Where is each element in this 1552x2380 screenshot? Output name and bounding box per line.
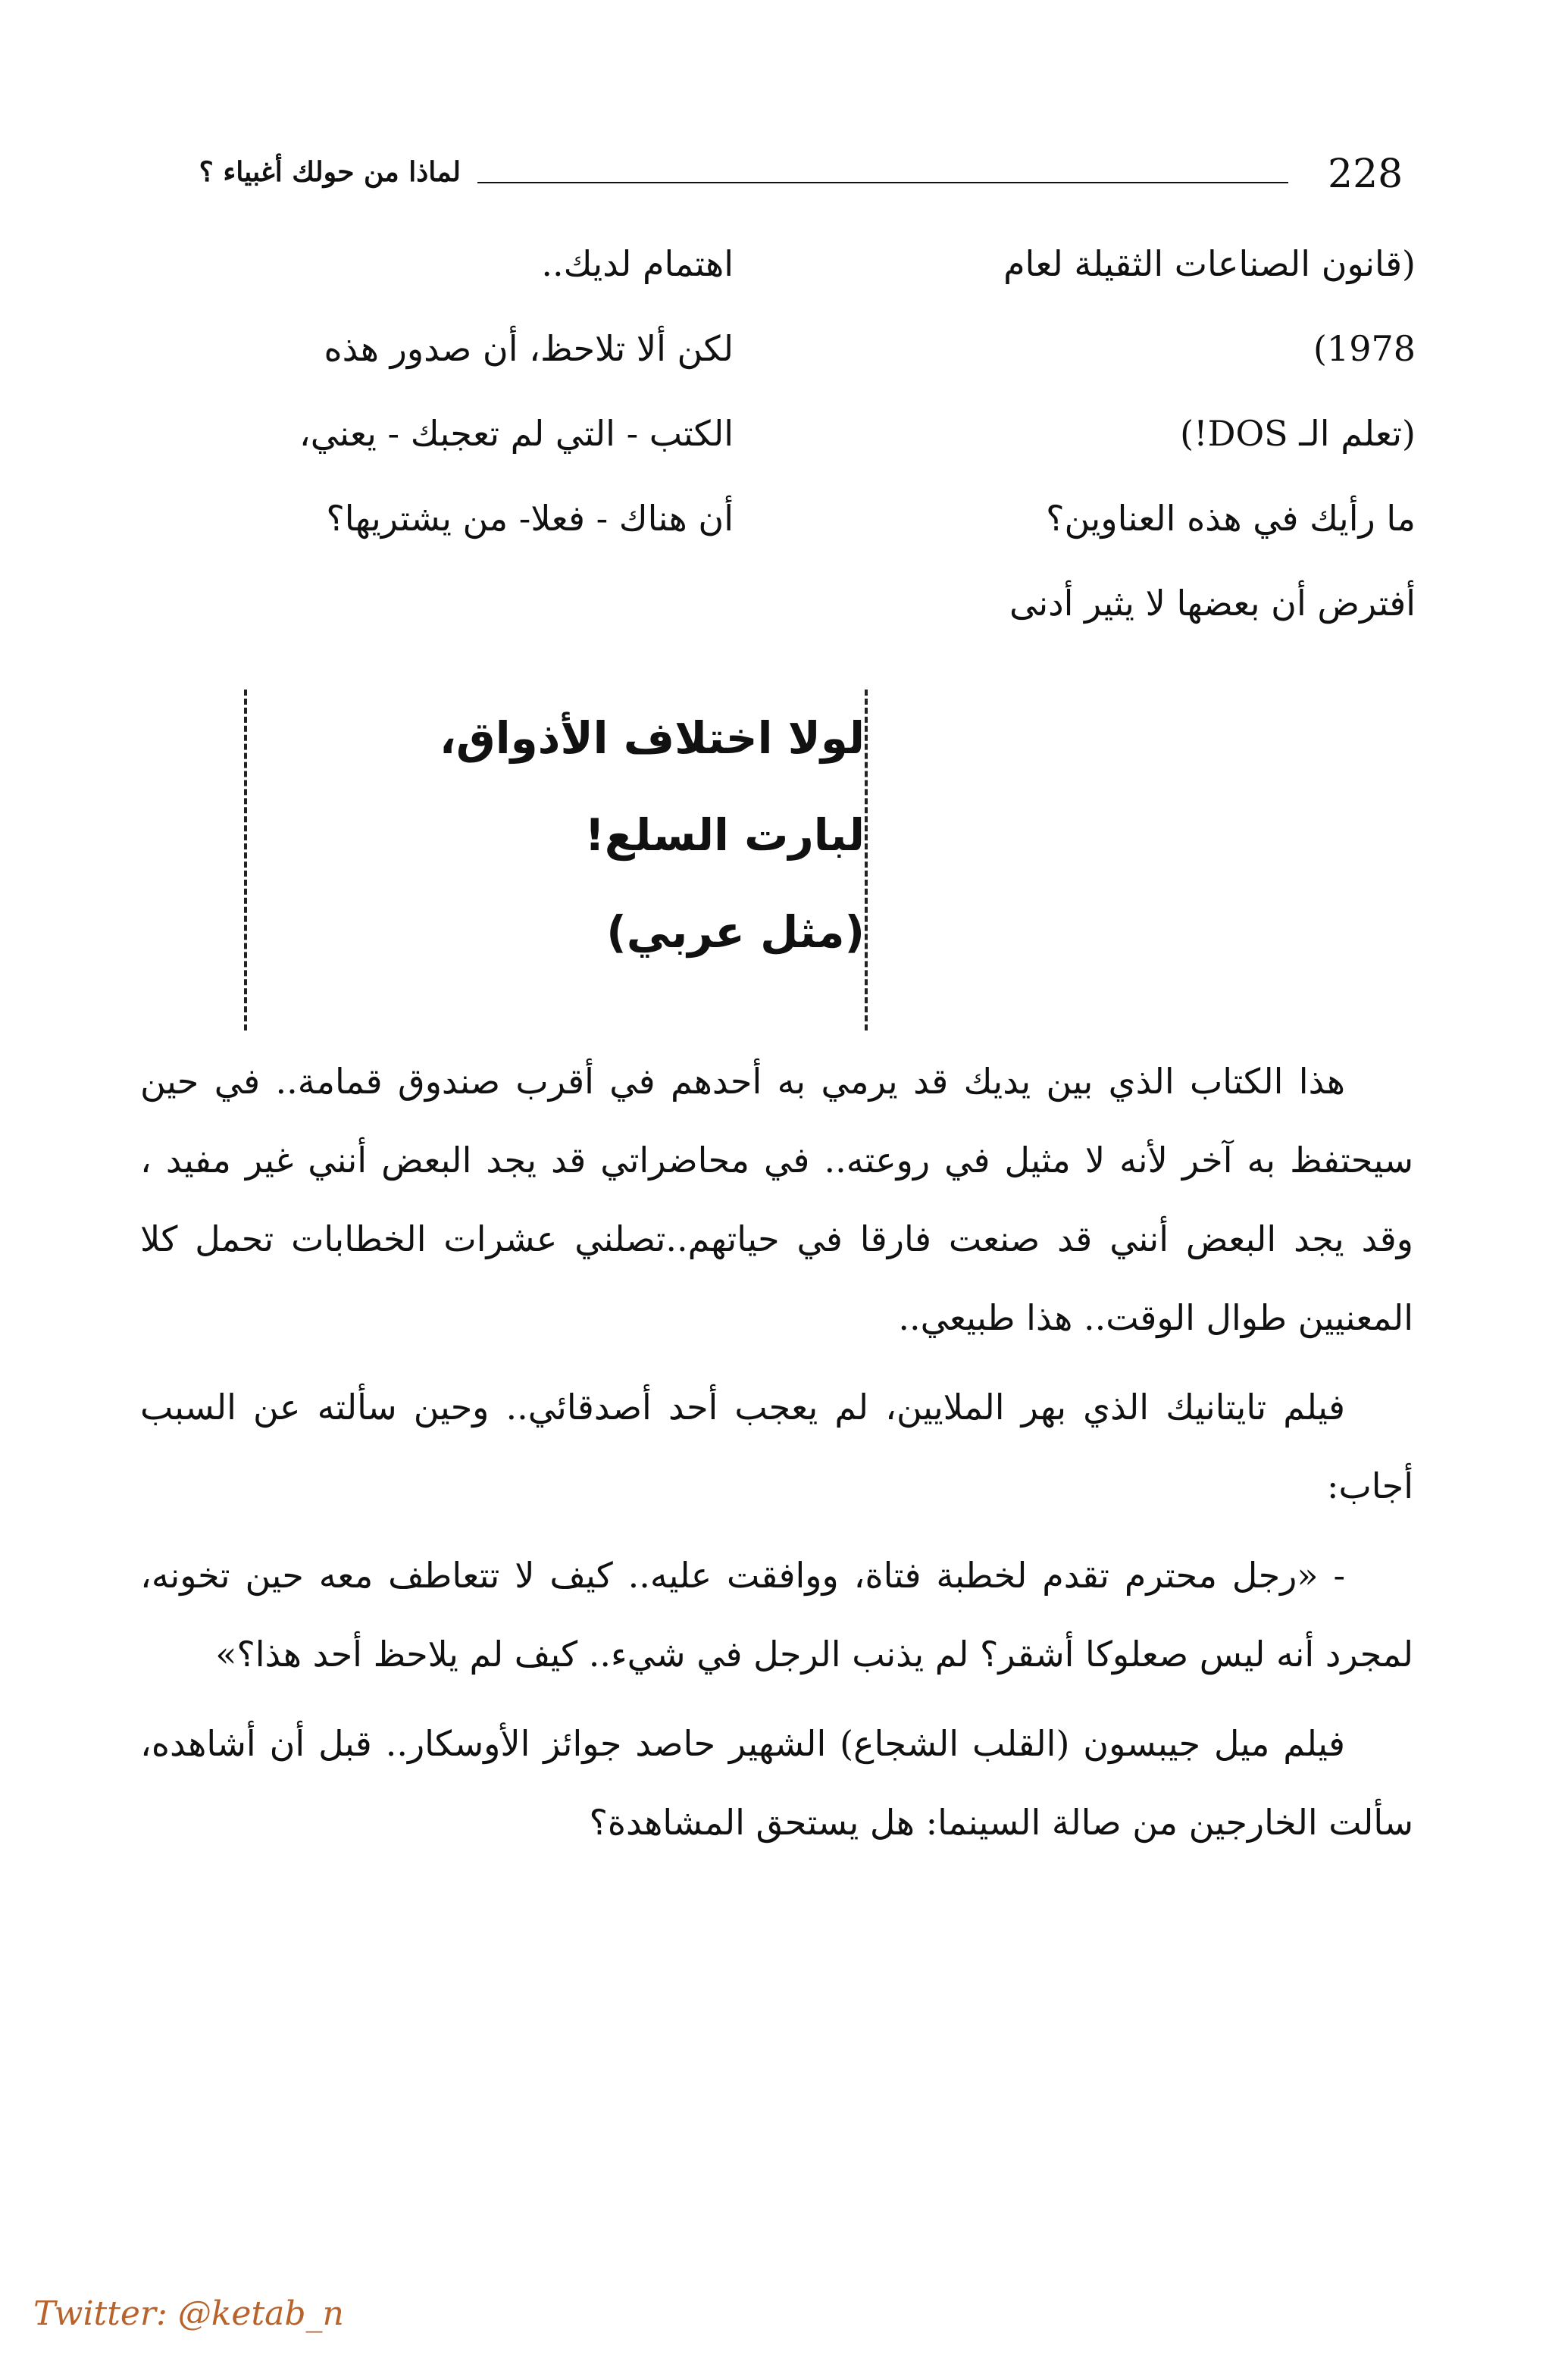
intro-left-line: أن هناك - فعلا- من يشتريها؟ (326, 498, 734, 539)
header-rule (477, 182, 1288, 183)
intro-right-column (832, 221, 1416, 646)
proverb-text (349, 690, 865, 980)
intro-right-line: ما رأيك في هذه العناوين؟ (1046, 498, 1416, 539)
intro-left-line: الكتب - التي لم تعجبك - يعني، (299, 413, 734, 454)
proverb-line-2: لبارت السلع! (584, 809, 865, 861)
intro-left-line: لكن ألا تلاحظ، أن صدور هذه (324, 328, 734, 369)
paragraph: هذا الكتاب الذي بين يديك قد يرمي به أحدهم في أقرب صندوق قمامة.. في حين سيحتفظ به آخر لأنه لا مثيل في روعته.. في محاضراتي قد يجد البعض أنني غير مفيد ، وقد يجد البعض أنني قد صنعت فارقا في حياتهم..تصلني عشرات الخطابات تحمل كلا المعنيين طوال الوقت.. هذا طبيعي.. (140, 1061, 1413, 1338)
body-text (140, 1042, 1413, 1872)
intro-right-line: 1978) (1313, 328, 1416, 369)
paragraph: فيلم ميل جيبسون (القلب الشجاع) الشهير حاصد جوائز الأوسكار.. قبل أن أشاهده، سألت الخارجين من صالة السينما: هل يستحق المشاهدة؟ (140, 1723, 1413, 1843)
proverb-box (244, 690, 868, 1030)
intro-right-line: (تعلم الـ DOS!) (1180, 413, 1416, 454)
intro-right-line: (قانون الصناعات الثقيلة لعام (1003, 243, 1416, 284)
intro-right-line: أفترض أن بعضها لا يثير أدنى (1009, 583, 1416, 624)
paragraph: - «رجل محترم تقدم لخطبة فتاة، ووافقت عليه.. كيف لا تتعاطف معه حين تخونه، لمجرد أنه ليس صعلوكا أشقر؟ لم يذنب الرجل في شيء.. كيف لم يلاحظ أحد هذا؟» (140, 1555, 1413, 1675)
watermark: Twitter: @ketab_n (33, 2294, 344, 2333)
proverb-line-1: لولا اختلاف الأذواق، (439, 712, 865, 764)
intro-left-line: اهتمام لديك.. (541, 243, 734, 284)
page-number: 228 (1328, 152, 1403, 197)
proverb-attribution: (مثل عربي) (606, 906, 865, 958)
running-title: لماذا من حولك أغبياء ؟ (199, 156, 461, 188)
paragraph: فيلم تايتانيك الذي بهر الملايين، لم يعجب أحد أصدقائي.. وحين سألته عن السبب أجاب: (140, 1387, 1413, 1506)
intro-left-column (127, 221, 734, 561)
